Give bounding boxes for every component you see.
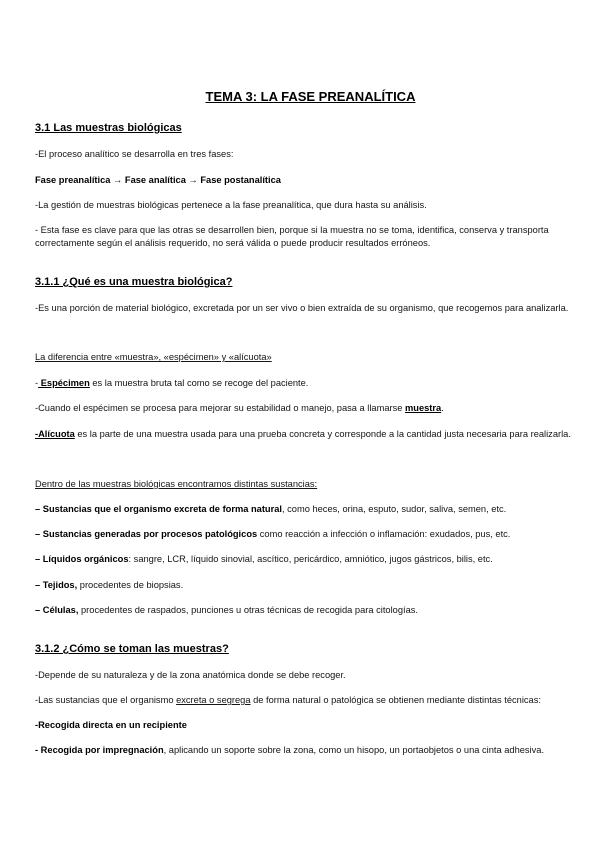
alicuota-term: -Alícuota xyxy=(35,429,75,439)
technique-direct: -Recogida directa en un recipiente xyxy=(35,720,187,730)
list-item xyxy=(35,503,586,516)
paragraph-techniques-intro: -Las sustancias que el organismo excreta o segrega de forma natural o patológica se obtienen mediante distintas técnicas: xyxy=(35,695,541,705)
muestra-text: -Cuando el espécimen se procesa para mejorar su estabilidad o manejo, pasa a llamarse xyxy=(35,403,406,413)
section-heading-3-1-2: 3.1.2 ¿Cómo se toman las muestras? xyxy=(35,643,229,655)
muestra-term: muestra xyxy=(405,403,442,413)
substance-text: procedentes de biopsias. xyxy=(77,580,184,590)
substance-text: : sangre, LCR, líquido sinovial, ascítico, pericárdico, amniótico, jugos gástricos, bilis, etc. xyxy=(128,554,493,564)
muestra-suffix: . xyxy=(441,403,444,413)
paragraph-definition: -Es una porción de material biológico, excretada por un ser vivo o bien extraída de su organismo, que recogemos para analizarla. xyxy=(35,303,569,313)
excreta-segrega-underlined: excreta o segrega xyxy=(176,695,251,705)
substance-term: – Células, xyxy=(35,605,79,615)
subheading-substances: Dentro de las muestras biológicas encontramos distintas sustancias: xyxy=(35,479,318,489)
paragraph-phases-sequence: Fase preanalítica → Fase analítica → Fase postanalítica xyxy=(35,175,281,185)
especimen-text: es la muestra bruta tal como se recoge del paciente. xyxy=(89,378,309,388)
list-item xyxy=(35,604,586,617)
especimen-term: Espécimen xyxy=(38,378,90,388)
paragraph-management: -La gestión de muestras biológicas pertenece a la fase preanalítica, que dura hasta su análisis. xyxy=(35,200,427,210)
technique-impregnation xyxy=(35,744,586,757)
list-item xyxy=(35,528,586,541)
technique-impregnation-text: , aplicando un soporte sobre la zona, como un hisopo, un portaobjetos o una cinta adhesiva. xyxy=(163,745,545,755)
paragraph-alicuota xyxy=(35,428,586,441)
paragraph-importance: - Esta fase es clave para que las otras se desarrollen bien, porque si la muestra no se toma, identifica, conserva y transporta correctamente según el análisis requerido, no será válida o puede producir resultados erróneos. xyxy=(35,225,549,248)
list-item xyxy=(35,579,586,592)
paragraph-phases-intro: -El proceso analítico se desarrolla en tres fases: xyxy=(35,149,234,159)
list-item xyxy=(35,553,586,566)
paragraph-especimen xyxy=(35,377,586,390)
subheading-difference: La diferencia entre «muestra», «espécimen» y «alícuota» xyxy=(35,352,272,362)
section-heading-3-1: 3.1 Las muestras biológicas xyxy=(35,122,182,134)
substance-term: – Líquidos orgánicos xyxy=(35,554,129,564)
substance-term: – Sustancias que el organismo excreta de forma natural xyxy=(35,504,282,514)
especimen-prefix: - xyxy=(35,378,39,388)
substance-text: procedentes de raspados, punciones u otras técnicas de recogida para citologías. xyxy=(78,605,418,615)
paragraph-depends: -Depende de su naturaleza y de la zona anatómica donde se debe recoger. xyxy=(35,670,346,680)
substance-term: – Sustancias generadas por procesos patológicos xyxy=(35,529,258,539)
document-title xyxy=(35,89,586,105)
technique-impregnation-term: - Recogida por impregnación xyxy=(35,745,164,755)
substance-term: – Tejidos, xyxy=(35,580,78,590)
substance-text: , como heces, orina, esputo, sudor, saliva, semen, etc. xyxy=(281,504,507,514)
paragraph-muestra xyxy=(35,402,586,415)
alicuota-text: es la parte de una muestra usada para una prueba concreta y corresponde a la cantidad justa necesaria para realizarla. xyxy=(74,429,571,439)
document-title-text: TEMA 3: LA FASE PREANALÍTICA xyxy=(205,89,416,104)
substance-text: como reacción a infección o inflamación: exudados, pus, etc. xyxy=(257,529,511,539)
section-heading-3-1-1: 3.1.1 ¿Qué es una muestra biológica? xyxy=(35,276,233,288)
